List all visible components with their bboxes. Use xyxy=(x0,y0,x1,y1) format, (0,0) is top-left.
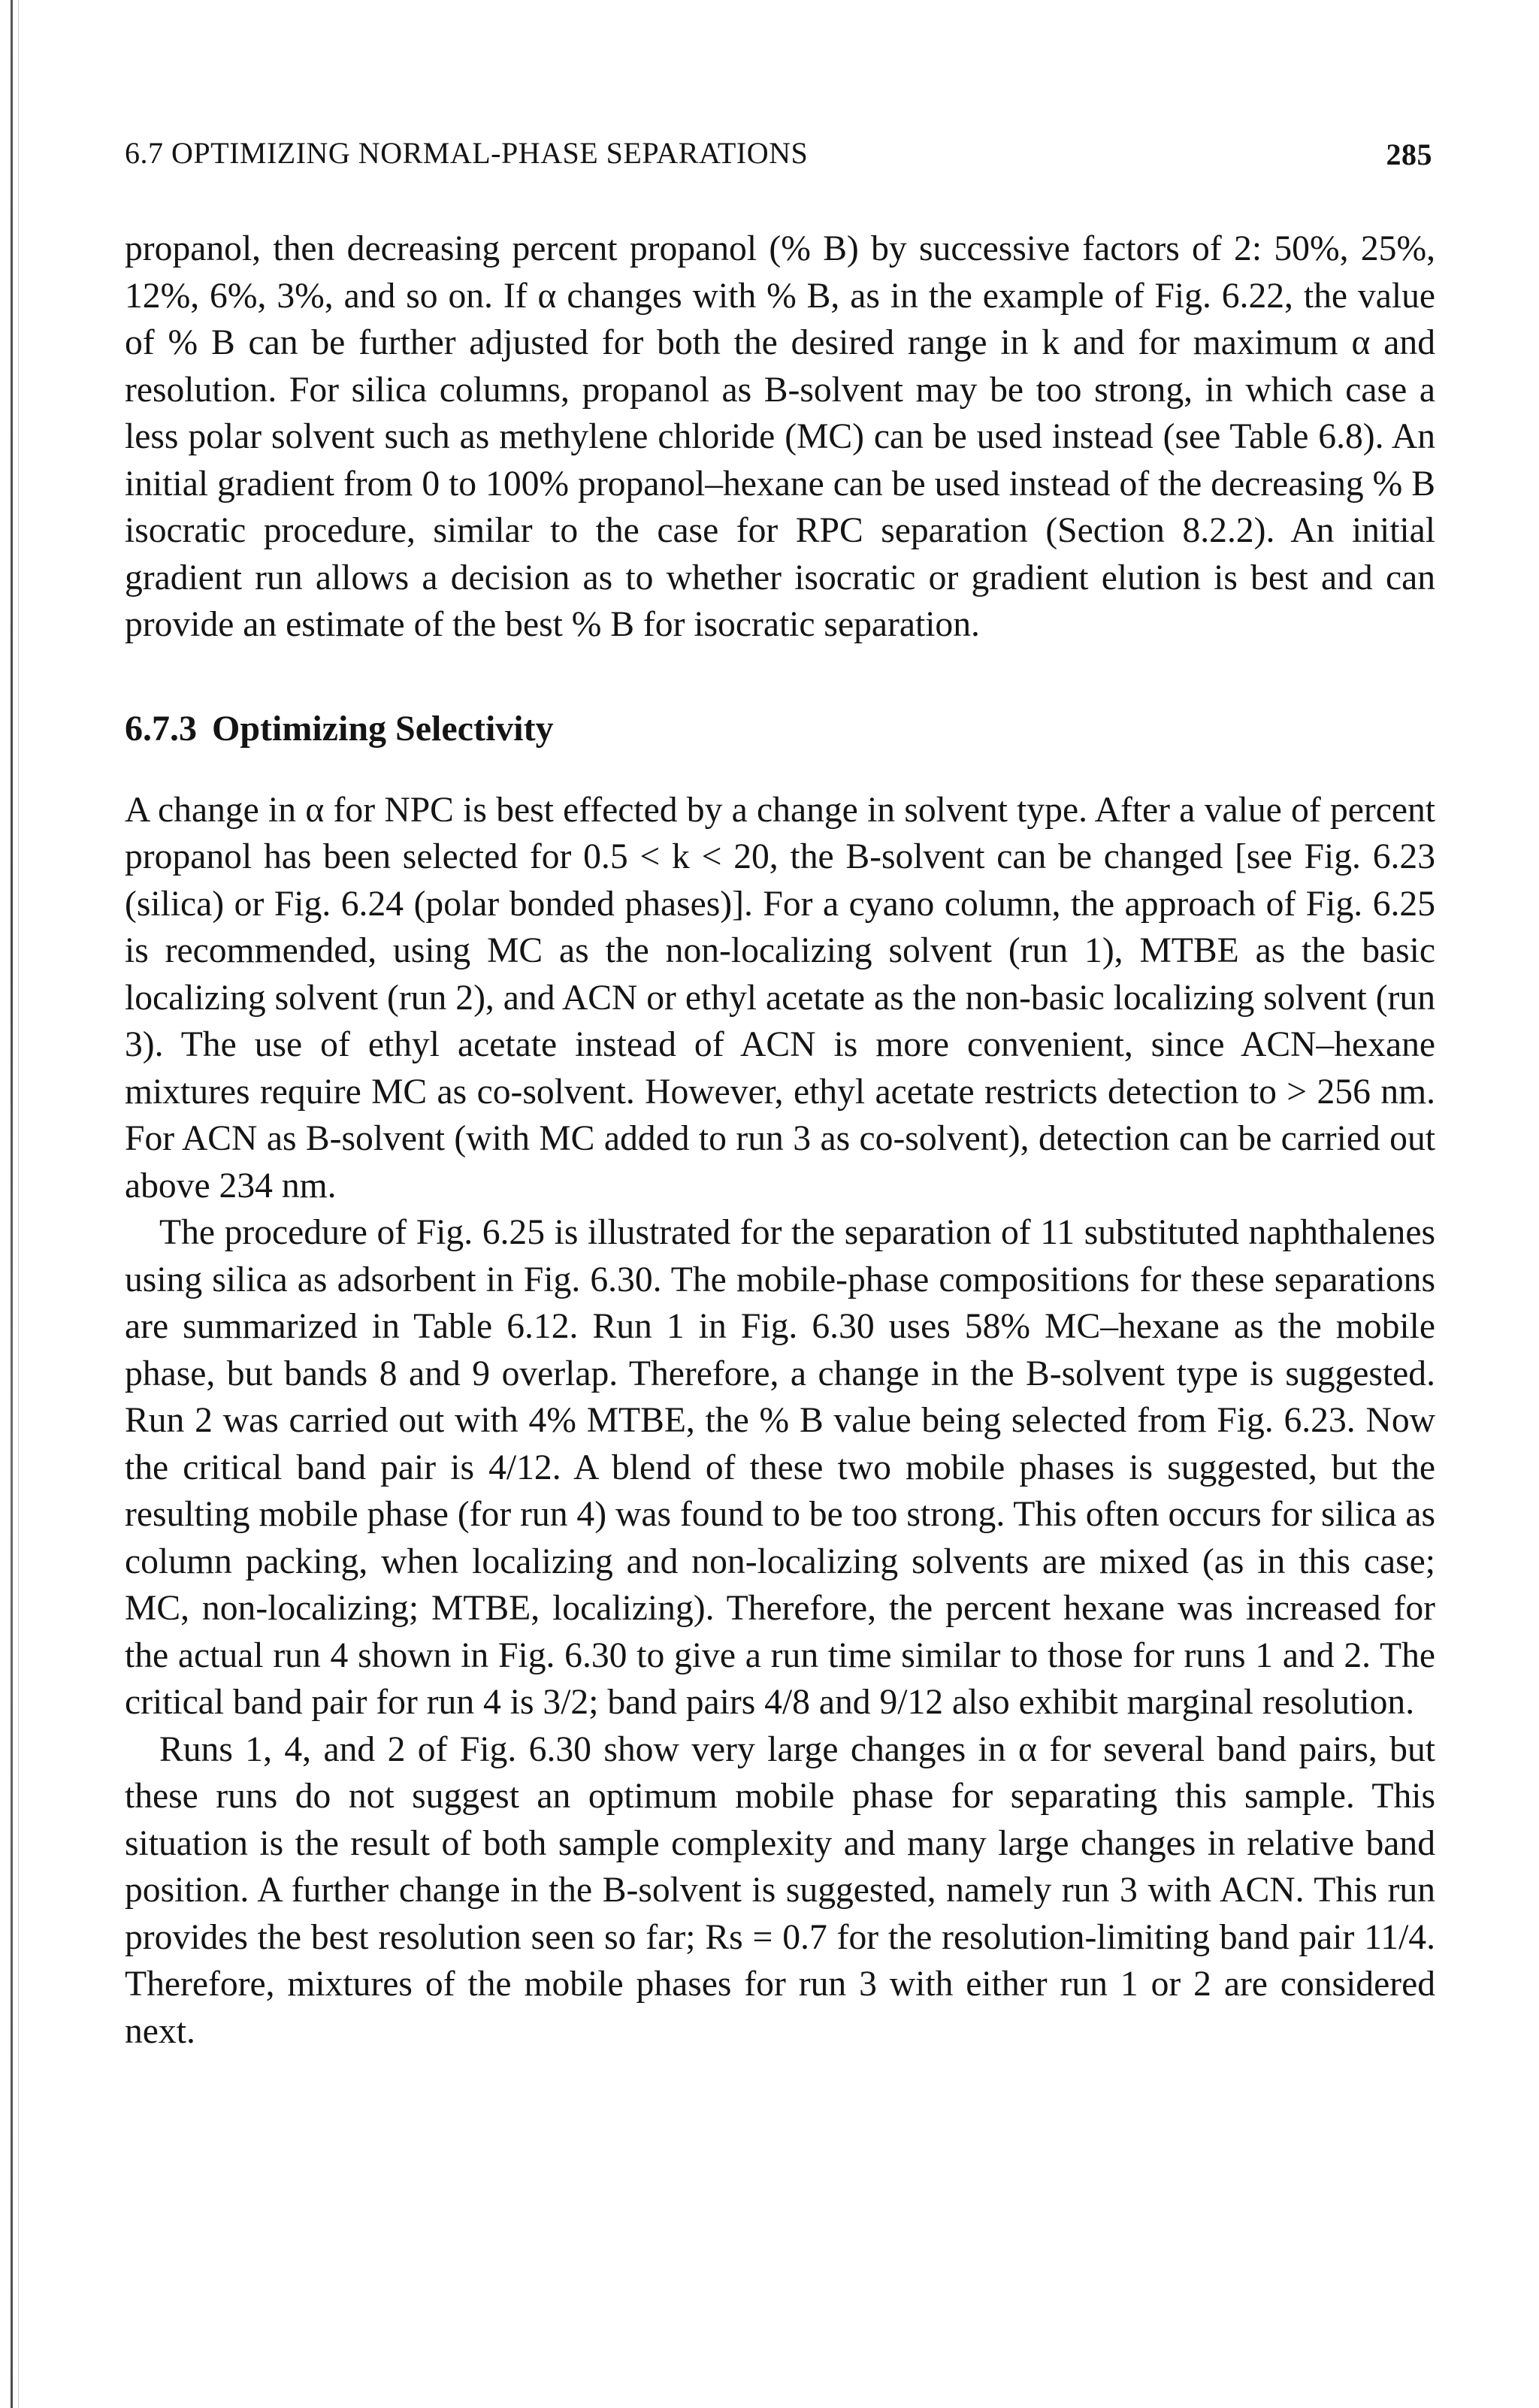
page-binding-shadow xyxy=(18,0,19,2408)
paragraph-continued: propanol, then decreasing percent propanol (% B) by successive factors of 2: 50%, 25%, 12%, 6%, 3%, and so on. If α changes with % B, as in the example of Fig. 6.22, the value of % B can be further adjusted for both the desired range in k and for maximum α and resolution. For silica columns, propanol as B-solvent may be too strong, in which case a less polar solvent such as methylene chloride (MC) can be used instead (see Table 6.8). An initial gradient from 0 to 100% propanol–hexane can be used instead of the decreasing % B isocratic procedure, similar to the case for RPC separation (Section 8.2.2). An initial gradient run allows a decision as to whether isocratic or gradient elution is best and can provide an estimate of the best % B for isocratic separation. xyxy=(125,229,1435,644)
section-heading xyxy=(125,649,1435,787)
page-number: 285 xyxy=(1386,138,1432,171)
paragraph-selectivity-intro: A change in α for NPC is best effected by a change in solvent type. After a value of percent propanol has been selected for 0.5 < k < 20, the B-solvent can be changed [see Fig. 6.23 (silica) or Fig. 6.24 (polar bonded phases)]. For a cyano column, the approach of Fig. 6.25 is recommended, using MC as the non-localizing solvent (run 1), MTBE as the basic localizing solvent (run 2), and ACN or ethyl acetate as the non-basic localizing solvent (run 3). The use of ethyl acetate instead of ACN is more convenient, since ACN–hexane mixtures require MC as co-solvent. However, ethyl acetate restricts detection to > 256 nm. For ACN as B-solvent (with MC added to run 3 as co-solvent), detection can be carried out above 234 nm. xyxy=(125,790,1435,1206)
section-number: 6.7.3 xyxy=(125,708,197,749)
paragraph-runs-discussion: Runs 1, 4, and 2 of Fig. 6.30 show very large changes in α for several band pairs, but these runs do not suggest an optimum mobile phase for separating this sample. This situation is the result of both sample complexity and many large changes in relative band position. A further change in the B-solvent is suggested, namely run 3 with ACN. This run provides the best resolution seen so far; Rs = 0.7 for the resolution-limiting band pair 11/4. Therefore, mixtures of the mobile phases for run 3 with either run 1 or 2 are considered next. xyxy=(125,1729,1435,2051)
paragraph-procedure-example: The procedure of Fig. 6.25 is illustrated for the separation of 11 substituted naphthalenes using silica as adsorbent in Fig. 6.30. The mobile-phase compositions for these separations are summarized in Table 6.12. Run 1 in Fig. 6.30 uses 58% MC–hexane as the mobile phase, but bands 8 and 9 overlap. Therefore, a change in the B-solvent type is suggested. Run 2 was carried out with 4% MTBE, the % B value being selected from Fig. 6.23. Now the critical band pair is 4/12. A blend of these two mobile phases is suggested, but the resulting mobile phase (for run 4) was found to be too strong. This often occurs for silica as column packing, when localizing and non-localizing solvents are mixed (as in this case; MC, non-localizing; MTBE, localizing). Therefore, the percent hexane was increased for the actual run 4 shown in Fig. 6.30 to give a run time similar to those for runs 1 and 2. The critical band pair for run 4 is 3/2; band pairs 4/8 and 9/12 also exhibit marginal resolution. xyxy=(125,1213,1435,1722)
running-head: 6.7 OPTIMIZING NORMAL-PHASE SEPARATIONS xyxy=(125,136,809,170)
section-title: Optimizing Selectivity xyxy=(212,708,554,749)
page-binding-edge xyxy=(11,0,13,2408)
page-header xyxy=(125,135,1432,180)
page-body xyxy=(125,225,1435,2055)
